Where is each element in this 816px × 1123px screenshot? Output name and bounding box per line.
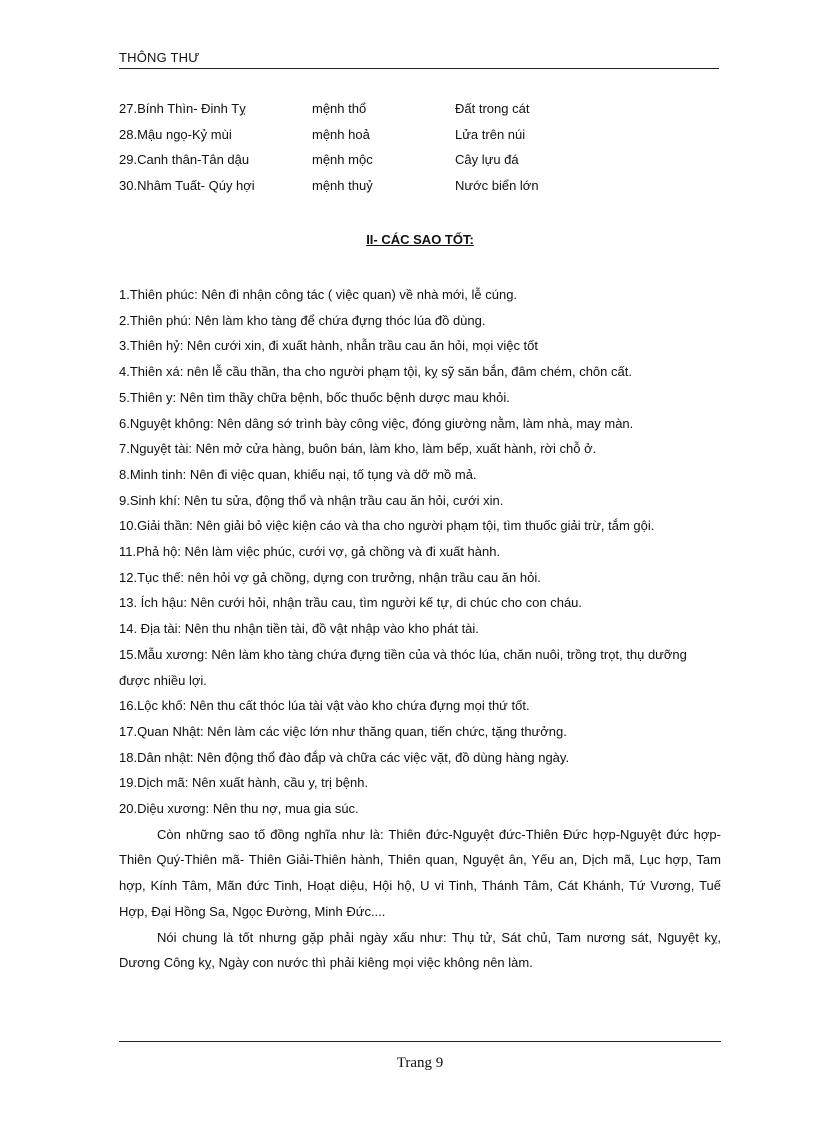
list-item: 8.Minh tinh: Nên đi việc quan, khiếu nại, tố tụng và dỡ mồ mả. bbox=[119, 466, 477, 482]
list-item: 19.Dịch mã: Nên xuất hành, cầu y, trị bệnh. bbox=[119, 775, 369, 791]
row-name: 27.Bính Thìn- Đinh Tỵ bbox=[119, 101, 246, 116]
row-meaning: Cây lựu đá bbox=[455, 152, 519, 168]
row-meaning: Đất trong cát bbox=[455, 101, 530, 116]
row-name: 30.Nhâm Tuất- Qúy hợi bbox=[119, 177, 255, 193]
table-row bbox=[119, 101, 719, 127]
list-item: 7.Nguyệt tài: Nên mở cửa hàng, buôn bán, làm kho, làm bếp, xuất hành, rời chỗ ở. bbox=[119, 441, 597, 457]
list-item: 14. Địa tài: Nên thu nhận tiền tài, đồ vật nhập vào kho phát tài. bbox=[119, 621, 479, 637]
row-menh: mệnh mộc bbox=[312, 152, 373, 168]
list-item: 1.Thiên phúc: Nên đi nhận công tác ( việc quan) về nhà mới, lễ cúng. bbox=[119, 287, 518, 302]
paragraph-summary: Nói chung là tốt nhưng gặp phải ngày xấu như: Thụ tử, Sát chủ, Tam nương sát, Nguyệt kỵ, Dương Công kỵ, Ngày con nước thì phải kiêng mọi việc không nên làm. bbox=[119, 929, 721, 971]
row-meaning: Nước biển lớn bbox=[455, 177, 539, 193]
paragraph-synonyms: Còn những sao tố đồng nghĩa như là: Thiên đức-Nguyệt đức-Thiên Đức hợp-Nguyệt đức hợp-Thiên Quý-Thiên mã- Thiên Giải-Thiên hành, Thiên quan, Nguyệt ân, Yếu an, Dịch mã, Lục hợp, Tam hợp, Kính Tâm, Mãn đức Tinh, Hoạt diệu, Hội hộ, U vi Tinh, Thánh Tâm, Cát Khánh, Tứ Vương, Tuế Hợp, Đại Hồng Sa, Ngọc Đường, Minh Đức.... bbox=[119, 826, 721, 919]
row-menh: mệnh hoả bbox=[312, 126, 370, 142]
table-row bbox=[119, 178, 719, 204]
list-item: 15.Mẫu xương: Nên làm kho tàng chứa đựng tiền của và thóc lúa, chăn nuôi, trồng trọt, thụ dưỡng được nhiều lợi. bbox=[119, 646, 687, 688]
list-item: 6.Nguyệt không: Nên dâng sớ trình bày công việc, đóng giường nằm, làm nhà, may màn. bbox=[119, 415, 634, 431]
list-item: 13. Ích hậu: Nên cưới hỏi, nhận trầu cau, tìm người kế tự, di chúc cho con cháu. bbox=[119, 595, 583, 611]
list-item: 2.Thiên phú: Nên làm kho tàng để chứa đựng thóc lúa đồ dùng. bbox=[119, 312, 486, 328]
good-stars-list bbox=[119, 282, 721, 976]
row-meaning: Lửa trên núi bbox=[455, 126, 526, 142]
header-divider bbox=[119, 68, 719, 69]
list-item: 4.Thiên xá: nên lễ cầu thần, tha cho người phạm tội, kỵ sỹ săn bắn, đâm chém, chôn cất. bbox=[119, 364, 632, 380]
list-item: 9.Sinh khí: Nên tu sửa, động thổ và nhận trầu cau ăn hỏi, cưới xin. bbox=[119, 492, 504, 508]
list-item: 20.Diệu xương: Nên thu nợ, mua gia súc. bbox=[119, 801, 359, 817]
row-menh: mệnh thuỷ bbox=[312, 177, 373, 193]
row-menh: mệnh thổ bbox=[312, 101, 367, 116]
row-name: 29.Canh thân-Tân dậu bbox=[119, 152, 250, 168]
list-item: 18.Dân nhật: Nên động thổ đào đắp và chữa các việc vặt, đồ dùng hàng ngày. bbox=[119, 749, 570, 765]
table-row bbox=[119, 152, 719, 178]
list-item: 10.Giải thần: Nên giải bỏ việc kiện cáo và tha cho người phạm tội, tìm thuốc giải trừ, tắm gội. bbox=[119, 518, 655, 534]
table-row bbox=[119, 127, 719, 153]
page-number: Trang 9 bbox=[396, 1055, 444, 1071]
section-heading: II- CÁC SAO TỐT: bbox=[366, 232, 474, 247]
row-name: 28.Mậu ngọ-Kỷ mùi bbox=[119, 126, 232, 142]
list-item: 3.Thiên hỷ: Nên cưới xin, đi xuất hành, nhẫn trầu cau ăn hỏi, mọi việc tốt bbox=[119, 338, 539, 354]
list-item: 11.Phả hộ: Nên làm việc phúc, cưới vợ, gả chồng và đi xuất hành. bbox=[119, 544, 501, 560]
menh-table bbox=[119, 101, 719, 203]
list-item: 5.Thiên y: Nên tìm thầy chữa bệnh, bốc thuốc bệnh dược mau khỏi. bbox=[119, 389, 510, 405]
list-item: 17.Quan Nhật: Nên làm các việc lớn như thăng quan, tiến chức, tặng thưởng. bbox=[119, 723, 567, 739]
list-item: 16.Lộc khố: Nên thu cất thóc lúa tài vật vào kho chứa đựng mọi thứ tốt. bbox=[119, 698, 530, 714]
running-header: THÔNG THƯ bbox=[119, 50, 200, 65]
list-item: 12.Tục thế: nên hỏi vợ gả chồng, dựng con trưởng, nhận trầu cau ăn hỏi. bbox=[119, 569, 541, 585]
footer-divider bbox=[119, 1041, 721, 1042]
